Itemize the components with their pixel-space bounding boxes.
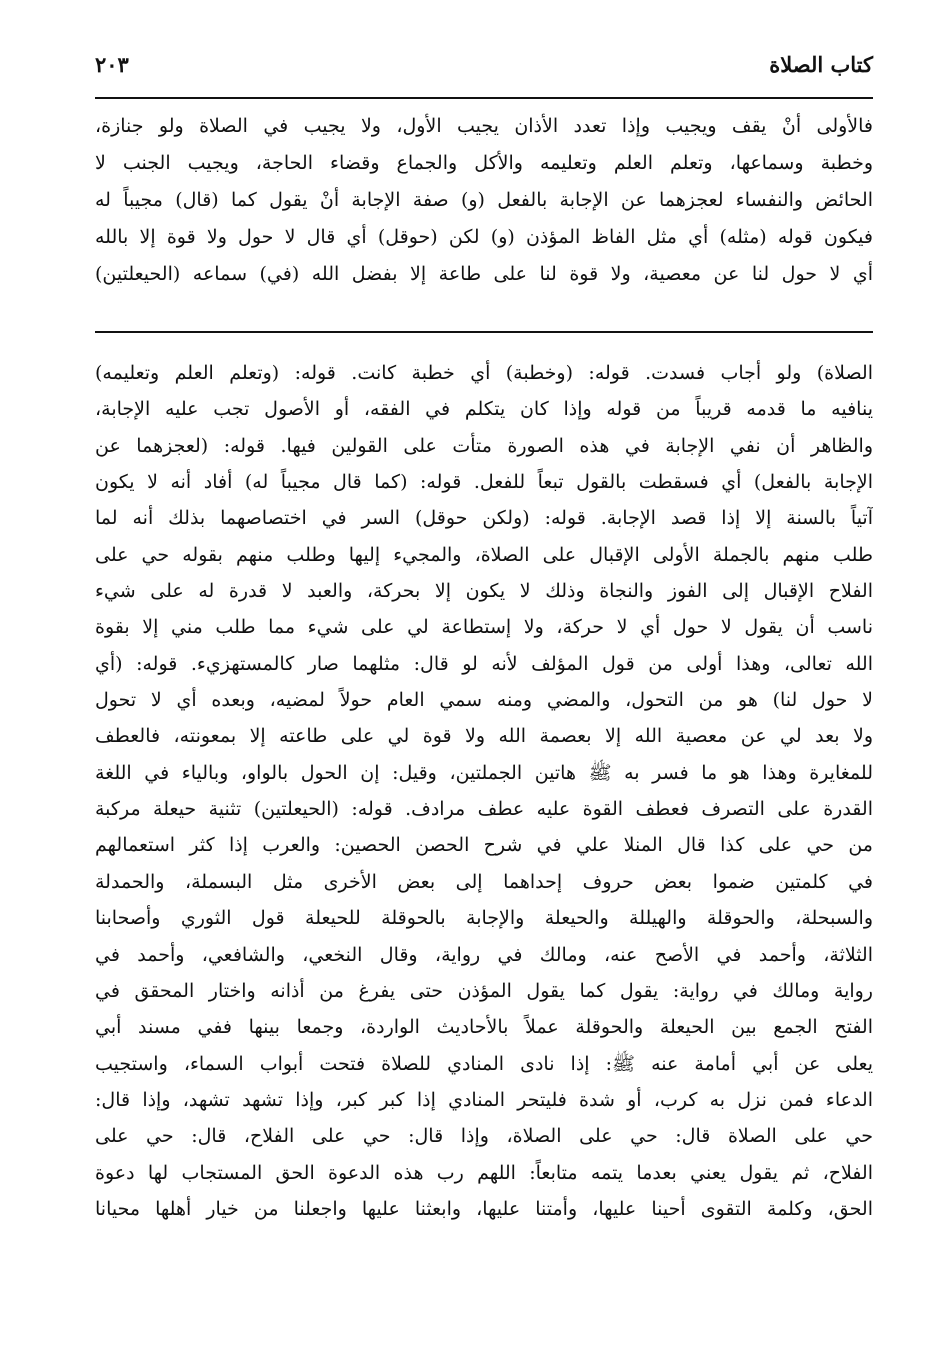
commentary-line: الحق، وكلمة التقوى أحينا عليها، وأمتنا عليها، وابعثنا عليها واجعلنا من خيار أهلها محيانا bbox=[95, 1197, 873, 1220]
main-text-line: فالأولى أنْ يقف ويجيب وإذا تعدد الأذان يجيب الأول، ولا يجيب في الصلاة ولو جنازة، bbox=[95, 115, 873, 137]
commentary-line: الإجابة بالفعل) أي فسقطت بالقول تبعاً للفعل. قوله: (كما قال مجيباً له) أفاد أنه لا يكون bbox=[95, 471, 873, 494]
commentary-line: ينافيه ما قدمه قريباً من قوله وإذا كان يتكلم في الفقه، أو الأصول تجب عليه الإجابة، bbox=[95, 398, 873, 421]
commentary-line: من حي على كذا قال المنلا علي في شرح الحصن الحصين: والعرب إذا كثر استعمالهم bbox=[95, 834, 873, 857]
commentary-line: يعلى عن أبي أمامة عنه ﷺ: إذا نادى المنادي للصلاة فتحت أبواب السماء، واستجيب bbox=[95, 1052, 873, 1075]
header-divider bbox=[95, 97, 873, 99]
commentary-line: الفتح الجمع بين الحيعلة والحوقلة عملاً بالأحاديث الواردة، وجمعا بينها ففي مسند أبي bbox=[95, 1016, 873, 1039]
commentary-line: طلب منهم بالجملة الأولى الإقبال على الصلاة، والمجيء إليها وطلب منهم بقوله حي على bbox=[95, 543, 873, 566]
main-text bbox=[95, 108, 873, 293]
commentary-text bbox=[95, 355, 873, 1227]
commentary-line: الله تعالى، وهذا أولى من قول المؤلف لأنه لو قال: مثلهما صار كالمستهزيء. قوله: (أي bbox=[95, 652, 873, 675]
commentary-line: الدعاء فمن نزل به كرب، أو شدة فليتحر المنادي إذا كبر كبر، وإذا تشهد تشهد، وإذا قال: bbox=[95, 1088, 873, 1111]
main-text-line: الحائض والنفساء لعجزهما عن الإجابة بالفعل (و) صفة الإجابة أنْ يقول كما (قال) مجيباً له bbox=[95, 189, 873, 211]
running-title: كتاب الصلاة bbox=[769, 52, 873, 77]
commentary-line: ناسب أن يقول لا حول أي لا حركة، ولا إستطاعة لي على شيء مما طلب مني إلا بقوة bbox=[95, 616, 873, 639]
commentary-line: رواية ومالك في رواية: يقول كما يقول المؤذن حتى يفرغ من أذانه واختار المحقق في bbox=[95, 979, 873, 1002]
page-header bbox=[95, 48, 873, 88]
commentary-line: في كلمتين ضموا بعض حروف إحداهما إلى بعض الأخرى مثل البسملة، والحمدلة bbox=[95, 870, 873, 893]
commentary-line: للمغايرة وهذا هو ما فسر به ﷺ هاتين الجملتين، وقيل: إن الحول بالواو، وبالياء في اللغة bbox=[95, 761, 873, 784]
main-text-line: وخطبة وسماعها، وتعلم العلم وتعليمه والأكل والجماع وقضاء الحاجة، ويجيب الجنب لا bbox=[95, 152, 873, 174]
commentary-line: الفلاح، ثم يقول يعني بعدما يتمه متابعاً: اللهم رب هذه الدعوة الحق المستجاب لها دعوة bbox=[95, 1161, 873, 1184]
commentary-line: الفلاح الإقبال إلى الفوز والنجاة وذلك لا يكون إلا بحركة، والعبد لا قدرة له على شيء bbox=[95, 580, 873, 603]
commentary-line: القدرة على التصرف فعطف القوة عليه عطف مرادف. قوله: (الحيعلتين) تثنية حيعلة مركبة bbox=[95, 798, 873, 821]
commentary-line: لا حول لنا) هو من التحول، والمضي ومنه سمي العام حولاً لمضيه، وبعده أي لا تحول bbox=[95, 689, 873, 712]
commentary-line: حي على الصلاة قال: حي على الصلاة، وإذا قال: حي على الفلاح، قال: حي على bbox=[95, 1125, 873, 1148]
commentary-line: والظاهر أن نفي الإجابة في هذه الصورة متأت على القولين فيها. قوله: (لعجزهما عن bbox=[95, 434, 873, 457]
commentary-divider bbox=[95, 331, 873, 333]
main-text-line: أي لا حول لنا عن معصية، ولا قوة لنا على طاعة إلا بفضل الله (في) سماعه (الحيعلتين) bbox=[95, 263, 873, 285]
commentary-line: آتياً بالسنة إلا إذا قصد الإجابة. قوله: (ولكن حوقل) السر في اختصاصهما بذلك أنه لما bbox=[95, 507, 873, 530]
commentary-line: ولا بعد لي عن معصية الله إلا بعصمة الله ولا قوة لي على طاعته إلا بمعونته، فالعطف bbox=[95, 725, 873, 748]
commentary-line: الصلاة) ولو أجاب فسدت. قوله: (وخطبة) أي خطبة كانت. قوله: (وتعلم العلم وتعليمه) bbox=[95, 362, 873, 384]
commentary-line: والسبحلة، والحوقلة والهيللة والحيعلة والإجابة بالحوقلة للحيعلة قول الثوري وأصحابنا bbox=[95, 907, 873, 930]
main-text-line: فيكون قوله (مثله) أي مثل الفاظ المؤذن (و) لكن (حوقل) أي قال لا حول ولا قوة إلا بالله bbox=[95, 226, 873, 248]
page-number: ٢٠٣ bbox=[95, 52, 129, 77]
commentary-line: الثلاثة، وأحمد في الأصح عنه، ومالك في رواية، وقال النخعي، والشافعي، وأحمد في bbox=[95, 943, 873, 966]
